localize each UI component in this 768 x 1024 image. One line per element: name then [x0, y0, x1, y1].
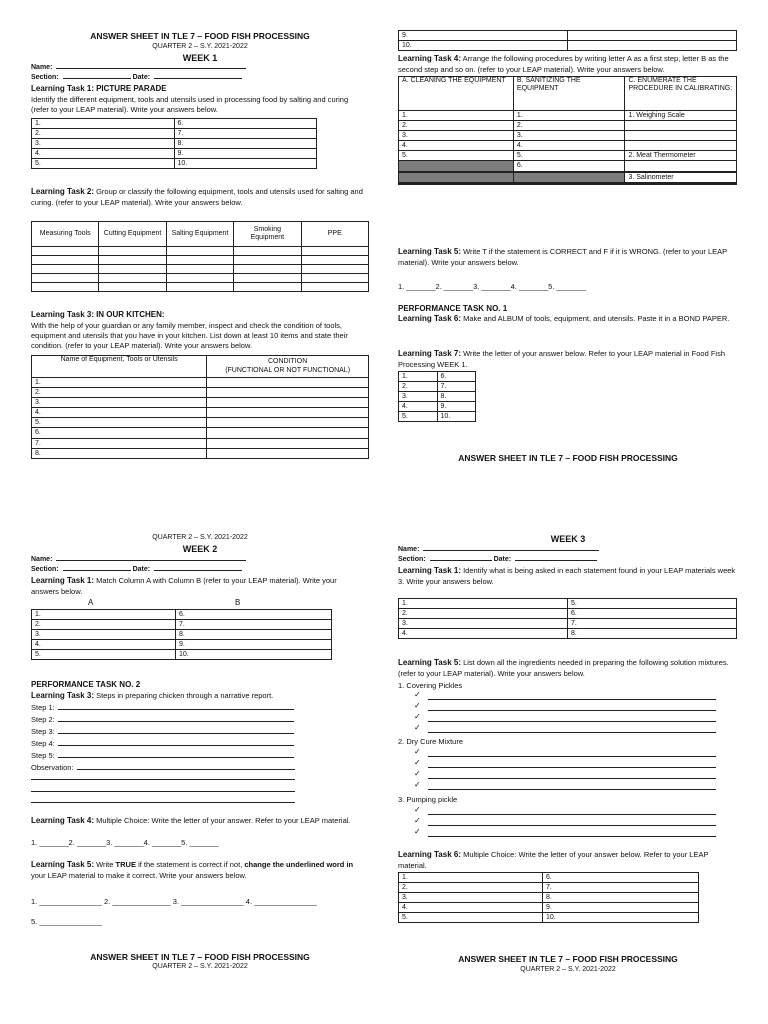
step-5-line[interactable]: Step 5: [31, 751, 294, 761]
table-row: 1. 6. [399, 372, 476, 382]
answer-line[interactable] [31, 779, 295, 780]
answer-cell[interactable]: 4. [32, 149, 175, 159]
table-row [32, 149, 317, 159]
col-header: Salting Equipment [166, 222, 233, 247]
w2-lt1-instructions: Learning Task 1: Match Column A with Column B (refer to your LEAP material). Write your answers below. [31, 576, 337, 596]
r1-lt7-table [398, 371, 476, 422]
r1-lt5-instructions: Learning Task 5: Write T if the statement is CORRECT and F if it is WRONG. (refer to your LEAP material). Write your answers below. [398, 247, 728, 267]
checkmark-icon: ✓ [414, 827, 421, 836]
w1-lt1-instructions: Learning Task 1: PICTURE PARADE Identify the different equipment, tools and utensils used in processing food by salting and curing (refer to your LEAP material). Write your answers below. [31, 84, 349, 114]
col-header: Name of Equipment, Tools or Utensils [32, 356, 207, 378]
week-1-heading: WEEK 1 [182, 53, 218, 63]
table-row: 8. [32, 448, 369, 458]
w1-lt2-instructions: Learning Task 2: Group or classify the following equipment, tools and utensils used for salting and curing. (refer to your LEAP material). Write your answers below. [31, 187, 363, 207]
week-2-heading: WEEK 2 [182, 544, 218, 554]
answer-cell[interactable]: 10. [174, 159, 317, 169]
table-row: 2. 7. [32, 620, 332, 630]
r1-lt4-procedure-table [398, 76, 737, 185]
answer-line[interactable] [428, 789, 716, 790]
answer-cell[interactable]: 6. [174, 119, 317, 129]
performance-task-2: PERFORMANCE TASK NO. 2 [31, 680, 141, 689]
table-row: 3. 8. [399, 392, 476, 402]
answer-line[interactable] [428, 767, 716, 768]
col-header: Cutting Equipment [99, 222, 166, 247]
checkmark-icon: ✓ [414, 712, 421, 721]
w2-lt5-answers[interactable]: 1. _______________ 2. ______________ 3. _______________ 4. _______________ [31, 897, 317, 906]
table-row: 4. 9. [399, 402, 476, 412]
quarter-w3-footer: QUARTER 2 – S.Y. 2021-2022 [520, 966, 616, 973]
w3-lt1-table [398, 598, 737, 639]
table-row [32, 129, 317, 139]
w3-lt5-instructions: Learning Task 5: List down all the ingredients needed in preparing the following solution mixtures. (refer to your LEAP material). Write your answers below. [398, 658, 729, 678]
w3-lt1-instructions: Learning Task 1: Identify what is being asked in each statement found in your LEAP materials week 3. Write your answers below. [398, 566, 736, 586]
w2-lt5-instructions: Learning Task 5: Write TRUE if the statement is correct if not, change the underlined word in your LEAP material to make it correct. Write your answers below. [31, 860, 354, 880]
answer-cell[interactable]: 9. [174, 149, 317, 159]
answer-line[interactable] [428, 836, 716, 837]
w1-lt3-instructions: Learning Task 3: IN OUR KITCHEN: With the help of your guardian or any family member, inspect and check the condition of tools, equipment and utensils that you have in your kitchen. List down at least 10 items and state their condition. (refer to your LEAP material). Write your answers below. [31, 310, 348, 351]
section-date-field[interactable]: Section: Date: [398, 555, 597, 564]
checkmark-icon: ✓ [414, 758, 421, 767]
r1-lt4-instructions: Learning Task 4: Arrange the following procedures by writing letter A as a first step, letter B as the second step and so on. (refer to your LEAP material). Write your answers below. [398, 54, 729, 74]
table-row: 9. [399, 31, 737, 41]
answer-cell[interactable]: 8. [174, 139, 317, 149]
checkmark-icon: ✓ [414, 690, 421, 699]
checkmark-icon: ✓ [414, 769, 421, 778]
r1-top-table [398, 30, 737, 51]
table-row [32, 265, 369, 274]
answer-cell[interactable]: 5. [32, 159, 175, 169]
checkmark-icon: ✓ [414, 723, 421, 732]
step-4-line[interactable]: Step 4: [31, 739, 294, 749]
table-header-row [399, 77, 737, 111]
name-field[interactable]: Name: [398, 545, 599, 554]
answer-line[interactable] [428, 778, 716, 779]
step-1-line[interactable]: Step 1: [31, 703, 294, 713]
checkmark-icon: ✓ [414, 747, 421, 756]
answer-line[interactable] [428, 699, 716, 700]
w3-lt6-table [398, 872, 699, 923]
table-row: 4. 4. [399, 141, 737, 151]
section-date-field[interactable]: Section: Date: [31, 565, 242, 574]
table-row [32, 247, 369, 256]
col-header: PPE [301, 222, 368, 247]
table-row: 3. 8. [399, 893, 699, 903]
table-row: 5. 5. 2. Meat Thermometer [399, 151, 737, 161]
table-row: 4. 8. [399, 629, 737, 639]
w2-lt3-instructions: Learning Task 3: Steps in preparing chicken through a narrative report. [31, 691, 274, 700]
table-row [32, 283, 369, 292]
col-header: Smoking Equipment [234, 222, 301, 247]
answer-cell[interactable]: 2. [32, 129, 175, 139]
checkmark-icon: ✓ [414, 816, 421, 825]
name-field[interactable]: Name: [31, 63, 246, 72]
performance-task-1: PERFORMANCE TASK NO. 1 [398, 304, 508, 313]
table-row: 4. 9. [32, 640, 332, 650]
sheet-title-w3-footer: ANSWER SHEET IN TLE 7 – FOOD FISH PROCESSING [458, 954, 678, 964]
table-row: 1. 1. 1. Weighing Scale [399, 111, 737, 121]
answer-line[interactable] [428, 732, 716, 733]
table-row [32, 274, 369, 283]
quarter-w1: QUARTER 2 – S.Y. 2021-2022 [152, 43, 248, 50]
quarter-w2-footer: QUARTER 2 – S.Y. 2021-2022 [152, 963, 248, 970]
answer-line[interactable] [31, 802, 295, 803]
table-row: 3. 8. [32, 630, 332, 640]
table-row [32, 139, 317, 149]
r1-lt7-instructions: Learning Task 7: Write the letter of your answer below. Refer to your LEAP material in Food Fish Processing WEEK 1. [398, 349, 726, 369]
table-row: 1. [32, 378, 369, 388]
step-3-line[interactable]: Step 3: [31, 727, 294, 737]
observation-line[interactable]: Observation: [31, 763, 295, 773]
table-row: 5. 10. [399, 412, 476, 422]
answer-line[interactable] [428, 721, 716, 722]
column-b-label: B [235, 598, 241, 607]
table-header-row [32, 222, 369, 247]
table-row: 6. [32, 428, 369, 438]
r1-lt5-answers[interactable]: 1. _______2. _______3. _______4. _______5. _______ [398, 282, 586, 291]
checkmark-icon: ✓ [414, 701, 421, 710]
col-header: B. SANITIZING THE EQUIPMENT [513, 77, 625, 111]
table-row: 3. 3. [399, 131, 737, 141]
col-header: A. CLEANING THE EQUIPMENT [399, 77, 514, 111]
answer-cell[interactable]: 1. [32, 119, 175, 129]
table-row: 3. 7. [399, 619, 737, 629]
r1-lt6-instructions: Learning Task 6: Make and ALBUM of tools, equipment, and utensils. Paste it in a BOND PAPER. [398, 314, 730, 323]
table-row [32, 119, 317, 129]
table-row: 5. 10. [32, 650, 332, 660]
table-row: 5. 10. [399, 913, 699, 923]
answer-line[interactable] [428, 710, 716, 711]
w1-lt1-table [31, 118, 317, 169]
mixture-pumping-pickle: 3. Pumping pickle [398, 795, 458, 804]
table-row: 4. [32, 408, 369, 418]
w2-lt4-answers[interactable]: 1. _______2. _______3. _______4. _______5. _______ [31, 838, 219, 847]
answer-line[interactable] [428, 756, 716, 757]
table-header-row [32, 356, 369, 378]
answer-line[interactable] [428, 825, 716, 826]
table-row: 7. [32, 438, 369, 448]
table-row [32, 256, 369, 265]
mixture-covering-pickles: 1. Covering Pickles [398, 681, 463, 690]
col-header: CONDITION (FUNCTIONAL OR NOT FUNCTIONAL) [207, 356, 369, 378]
table-row: 1. 5. [399, 599, 737, 609]
sheet-title-r1-footer: ANSWER SHEET IN TLE 7 – FOOD FISH PROCESSING [458, 453, 678, 463]
table-row: 5. [32, 418, 369, 428]
table-row: 10. [399, 41, 737, 51]
w1-lt3-condition-table [31, 355, 369, 459]
table-row: 6. [399, 161, 737, 171]
answer-line[interactable] [428, 814, 716, 815]
week-3-heading: WEEK 3 [550, 534, 586, 544]
mixture-dry-cure: 2. Dry Cure Mixture [398, 737, 464, 746]
table-row: 2. 7. [399, 382, 476, 392]
table-row: 3. Salinometer [399, 172, 737, 182]
step-2-line[interactable]: Step 2: [31, 715, 294, 725]
answer-line[interactable] [31, 791, 295, 792]
table-row: 4. 9. [399, 903, 699, 913]
table-row: 2. 2. [399, 121, 737, 131]
table-row: 2. 7. [399, 883, 699, 893]
table-row: 3. [32, 398, 369, 408]
answer-cell[interactable]: 7. [174, 129, 317, 139]
sheet-title-w2-footer: ANSWER SHEET IN TLE 7 – FOOD FISH PROCESSING [90, 952, 310, 962]
answer-cell[interactable]: 3. [32, 139, 175, 149]
table-row: 1. 6. [32, 610, 332, 620]
quarter-w2: QUARTER 2 – S.Y. 2021-2022 [152, 534, 248, 541]
col-header: C. ENUMERATE THE PROCEDURE IN CALIBRATING: [625, 77, 737, 111]
w2-lt1-table [31, 609, 332, 660]
sheet-title-w1: ANSWER SHEET IN TLE 7 – FOOD FISH PROCESSING [90, 31, 310, 41]
column-a-label: A [88, 598, 94, 607]
table-row: 2. [32, 388, 369, 398]
checkmark-icon: ✓ [414, 780, 421, 789]
table-row: 1. 6. [399, 873, 699, 883]
section-date-field[interactable]: Section: Date: [31, 73, 242, 82]
table-row: 2. 6. [399, 609, 737, 619]
checkmark-icon: ✓ [414, 805, 421, 814]
name-field[interactable]: Name: [31, 555, 246, 564]
table-row [399, 183, 737, 184]
table-row [32, 159, 317, 169]
col-header: Measuring Tools [32, 222, 99, 247]
w3-lt6-instructions: Learning Task 6: Multiple Choice: Write the letter of your answer below. Refer to your LEAP material. [398, 850, 709, 870]
w2-lt5-answer-5[interactable]: 5. _______________ [31, 917, 102, 926]
w2-lt4-instructions: Learning Task 4: Multiple Choice: Write the letter of your answer. Refer to your LEAP material. [31, 816, 351, 825]
w1-lt2-classify-table [31, 221, 369, 292]
